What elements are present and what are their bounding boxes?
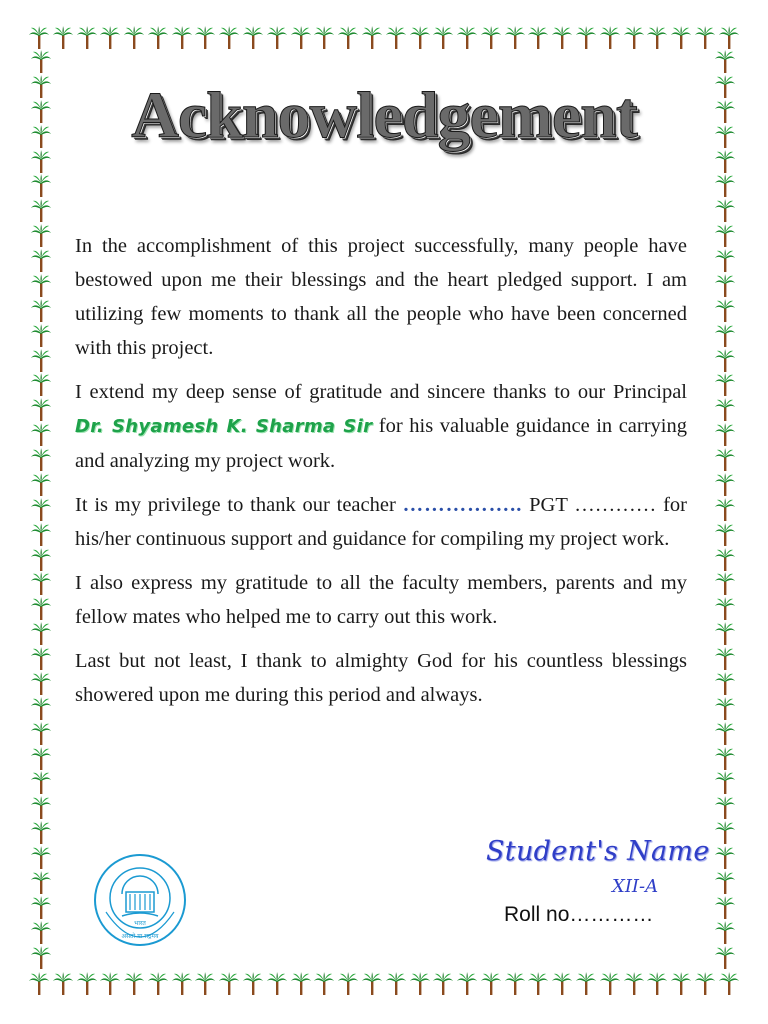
border-bottom [28,972,740,996]
palm-tree-icon [30,597,52,621]
palm-tree-icon [714,448,736,472]
palm-tree-icon [714,523,736,547]
palm-tree-icon [385,26,407,50]
palm-tree-icon [30,473,52,497]
border-left [30,50,52,970]
palm-tree-icon [694,972,716,996]
student-name: Student's Name [486,836,710,867]
palm-tree-icon [30,373,52,397]
palm-tree-icon [714,697,736,721]
palm-tree-icon [194,972,216,996]
palm-tree-icon [99,26,121,50]
palm-tree-icon [714,224,736,248]
palm-tree-icon [670,26,692,50]
page-title: Acknowledgement [131,79,637,152]
palm-tree-icon [694,26,716,50]
palm-tree-icon [714,722,736,746]
palm-tree-icon [714,50,736,74]
palm-tree-icon [714,796,736,820]
palm-tree-icon [242,972,264,996]
palm-tree-icon [714,274,736,298]
cbse-emblem-icon [92,852,188,948]
palm-tree-icon [30,324,52,348]
palm-tree-icon [30,498,52,522]
palm-tree-icon [30,796,52,820]
palm-tree-icon [147,972,169,996]
roll-number: Roll no………… [504,903,654,926]
palm-tree-icon [575,26,597,50]
palm-tree-icon [30,423,52,447]
palm-tree-icon [30,249,52,273]
paragraph-4-text: I also express my gratitude to all the faculty members, parents and my fellow mates who helped me to carry out this work. [75,572,687,628]
paragraph-1 [75,229,687,365]
palm-tree-icon [714,199,736,223]
palm-tree-icon [123,972,145,996]
palm-tree-icon [99,972,121,996]
palm-tree-icon [646,26,668,50]
palm-tree-icon [30,722,52,746]
palm-tree-icon [313,26,335,50]
palm-tree-icon [714,846,736,870]
palm-tree-icon [714,946,736,970]
palm-tree-icon [30,224,52,248]
palm-tree-icon [30,622,52,646]
palm-tree-icon [714,597,736,621]
palm-tree-icon [30,572,52,596]
palm-tree-icon [456,972,478,996]
palm-tree-icon [714,249,736,273]
palm-tree-icon [432,26,454,50]
palm-tree-icon [30,199,52,223]
palm-tree-icon [551,26,573,50]
palm-tree-icon [714,921,736,945]
palm-tree-icon [623,26,645,50]
paragraph-5 [75,644,687,712]
palm-tree-icon [30,448,52,472]
palm-tree-icon [714,647,736,671]
palm-tree-icon [480,26,502,50]
palm-tree-icon [171,972,193,996]
palm-tree-icon [718,26,740,50]
palm-tree-icon [194,26,216,50]
palm-tree-icon [714,498,736,522]
palm-tree-icon [714,771,736,795]
paragraph-2-text-end: for his valuable guidance in carrying and analyzing my project work. [75,415,687,472]
palm-tree-icon [623,972,645,996]
palm-tree-icon [527,972,549,996]
emblem-motto: असतो मा सद्गमय [121,933,159,940]
palm-tree-icon [123,26,145,50]
palm-tree-icon [313,972,335,996]
palm-tree-icon [30,946,52,970]
palm-tree-icon [290,972,312,996]
palm-tree-icon [527,26,549,50]
palm-tree-icon [409,26,431,50]
palm-tree-icon [30,523,52,547]
palm-tree-icon [266,26,288,50]
palm-tree-icon [28,972,50,996]
palm-tree-icon [714,349,736,373]
palm-tree-icon [171,26,193,50]
palm-tree-icon [30,896,52,920]
palm-tree-icon [30,398,52,422]
paragraph-3-text-end: PGT ………… for his/her continuous support and guidance for compiling my project work. [75,494,687,550]
palm-tree-icon [30,747,52,771]
border-right [714,50,736,970]
palm-tree-icon [714,622,736,646]
palm-tree-icon [599,972,621,996]
palm-tree-icon [30,672,52,696]
palm-tree-icon [714,398,736,422]
teacher-name-placeholder: …………….. [402,494,523,516]
acknowledgement-body [75,229,687,722]
palm-tree-icon [714,174,736,198]
palm-tree-icon [714,373,736,397]
palm-tree-icon [714,423,736,447]
palm-tree-icon [432,972,454,996]
palm-tree-icon [714,747,736,771]
palm-tree-icon [30,349,52,373]
palm-tree-icon [76,972,98,996]
palm-tree-icon [30,921,52,945]
palm-tree-icon [714,896,736,920]
principal-name: Dr. Shyamesh K. Sharma Sir [75,416,373,437]
palm-tree-icon [290,26,312,50]
palm-tree-icon [218,26,240,50]
palm-tree-icon [30,647,52,671]
paragraph-3-text-start: It is my privilege to thank our teacher [75,494,403,516]
palm-tree-icon [361,972,383,996]
palm-tree-icon [242,26,264,50]
palm-tree-icon [30,871,52,895]
border-top [28,26,740,50]
palm-tree-icon [646,972,668,996]
palm-tree-icon [714,821,736,845]
palm-tree-icon [718,972,740,996]
paragraph-3 [75,488,687,556]
student-class: XII-A [612,876,659,897]
palm-tree-icon [337,972,359,996]
palm-tree-icon [147,26,169,50]
palm-tree-icon [599,26,621,50]
palm-tree-icon [714,672,736,696]
palm-tree-icon [30,50,52,74]
palm-tree-icon [30,274,52,298]
palm-tree-icon [714,299,736,323]
palm-tree-icon [30,821,52,845]
palm-tree-icon [456,26,478,50]
palm-tree-icon [30,299,52,323]
palm-tree-icon [337,26,359,50]
palm-tree-icon [714,548,736,572]
palm-tree-icon [30,697,52,721]
paragraph-4 [75,566,687,634]
palm-tree-icon [385,972,407,996]
palm-tree-icon [714,324,736,348]
palm-tree-icon [714,871,736,895]
palm-tree-icon [670,972,692,996]
palm-tree-icon [52,26,74,50]
emblem-bottom-text: भारत [134,920,146,927]
palm-tree-icon [76,26,98,50]
palm-tree-icon [504,26,526,50]
palm-tree-icon [30,548,52,572]
palm-tree-icon [266,972,288,996]
palm-tree-icon [714,473,736,497]
palm-tree-icon [28,26,50,50]
paragraph-2 [75,375,687,478]
palm-tree-icon [714,572,736,596]
palm-tree-icon [504,972,526,996]
palm-tree-icon [575,972,597,996]
palm-tree-icon [30,846,52,870]
palm-tree-icon [30,771,52,795]
paragraph-1-text: In the accomplishment of this project successfully, many people have bestowed upon me their blessings and the heart pledged support. I am utilizing few moments to thank all the people who have been concerned with this project. [75,235,687,359]
palm-tree-icon [551,972,573,996]
palm-tree-icon [361,26,383,50]
paragraph-5-text: Last but not least, I thank to almighty God for his countless blessings showered upon me during this period and always. [75,650,687,706]
palm-tree-icon [218,972,240,996]
palm-tree-icon [409,972,431,996]
palm-tree-icon [30,174,52,198]
paragraph-2-text-start: I extend my deep sense of gratitude and sincere thanks to our Principal [75,381,687,403]
palm-tree-icon [52,972,74,996]
palm-tree-icon [480,972,502,996]
